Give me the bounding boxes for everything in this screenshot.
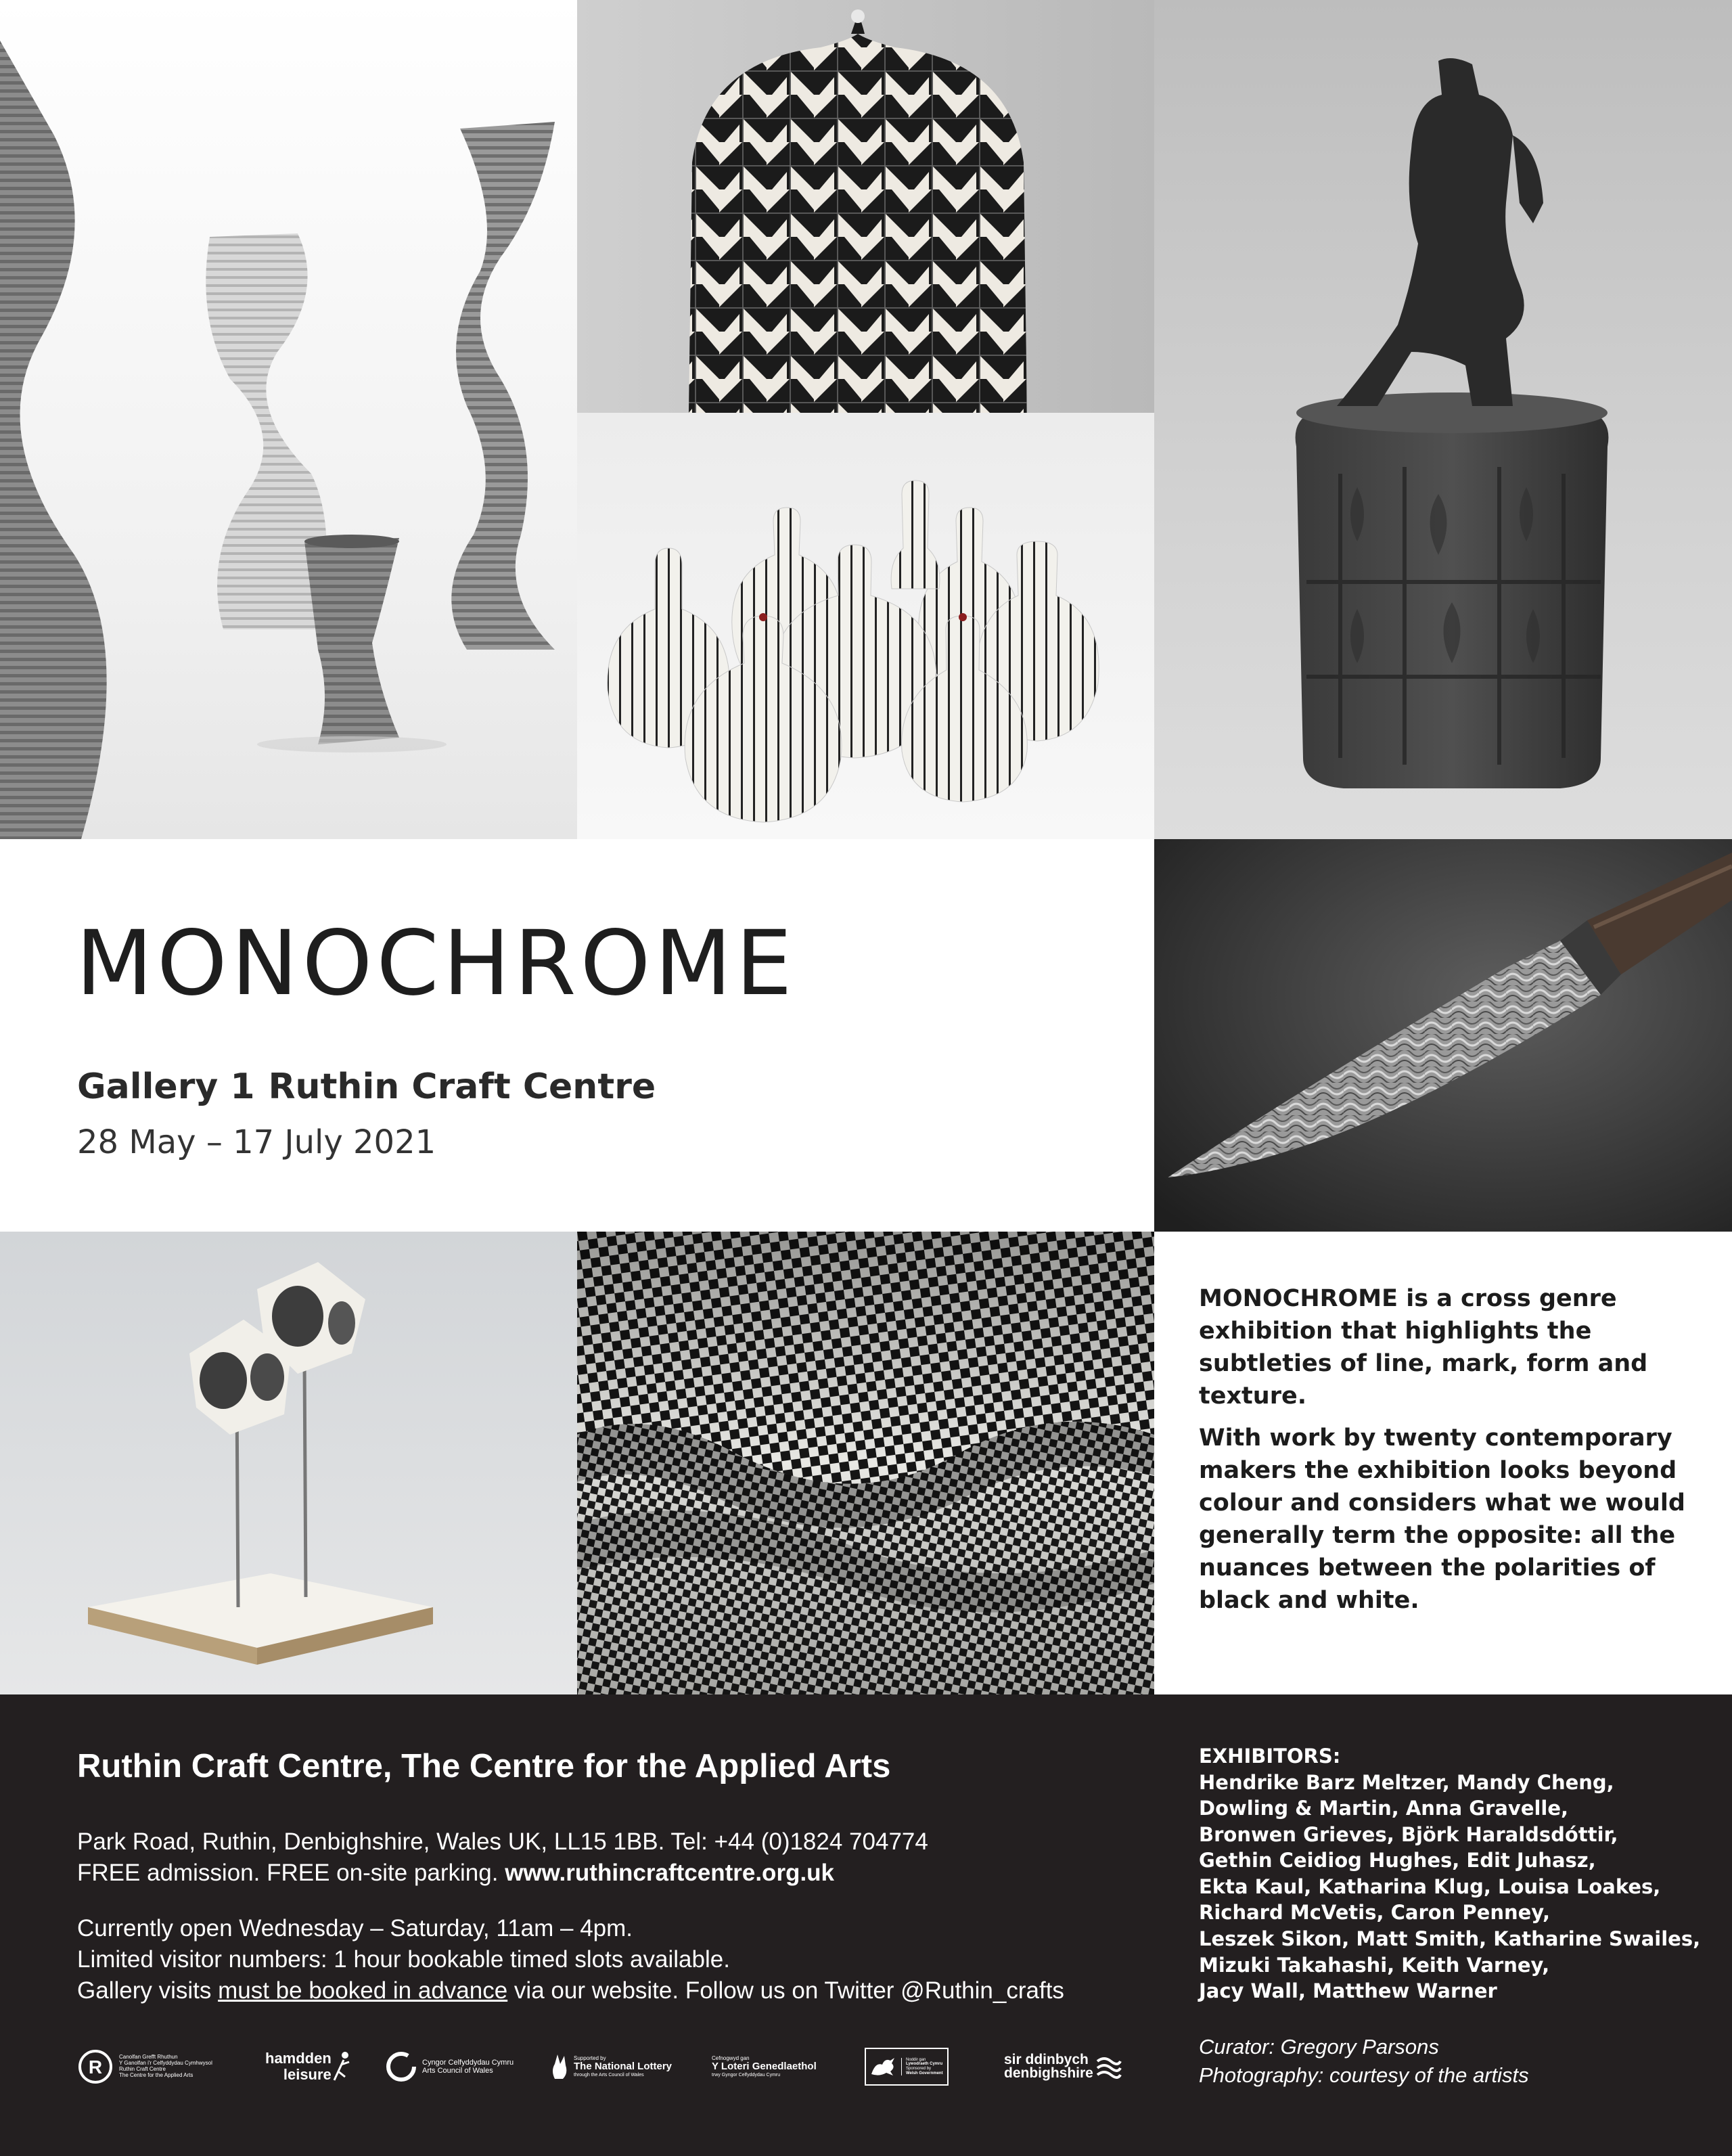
gallery-label: Gallery 1 xyxy=(77,1066,255,1107)
visitor-limit: Limited visitor numbers: 1 hour bookable timed slots available. xyxy=(77,1946,730,1973)
photo-torso-sculpture xyxy=(1154,0,1732,839)
photo-checkered-textile xyxy=(577,1232,1154,1694)
credits xyxy=(1199,2033,1529,2090)
exhibitor-line: Ekta Kaul, Katharina Klug, Louisa Loakes, xyxy=(1199,1874,1661,1898)
description-panel xyxy=(1154,1232,1732,1694)
rcc-text-1: Canolfan Grefft Rhuthun xyxy=(119,2054,178,2061)
gov-text-3: Sponsored by xyxy=(906,2067,932,2071)
hamdden-text-1: hamdden xyxy=(265,2049,332,2067)
rcc-r-icon xyxy=(77,2048,114,2085)
description-paragraph-2: With work by twenty contemporary makers the exhibition looks beyond colour and considers what we would generally term the opposite: all the nuances between the polarities of black and white. xyxy=(1199,1424,1685,1614)
acw-text-2: Arts Council of Wales xyxy=(422,2067,493,2075)
organisation-name: Ruthin Craft Centre, The Centre for the Applied Arts xyxy=(77,1748,891,1784)
address-line: Park Road, Ruthin, Denbighshire, Wales UK, LL15 1BB. Tel: +44 (0)1824 704774 xyxy=(77,1828,928,1855)
sponsor-logos xyxy=(77,2040,1133,2094)
photo-damascus-knife xyxy=(1154,839,1732,1232)
exhibitors-list xyxy=(1199,1743,1713,2004)
exhibitor-line: Mizuki Takahashi, Keith Varney, xyxy=(1199,1953,1550,1977)
gov-text-4: Welsh Government xyxy=(906,2071,943,2075)
exhibition-title: MONOCHROME xyxy=(76,912,796,1016)
curator-credit: Curator: Gregory Parsons xyxy=(1199,2035,1439,2059)
exhibitor-line: Jacy Wall, Matthew Warner xyxy=(1199,1979,1497,2003)
hamdden-logo xyxy=(265,2040,352,2094)
rcc-text-2: Y Ganolfan i'r Celfyddydau Cymhwysol xyxy=(119,2060,212,2067)
arts-council-logo xyxy=(384,2040,514,2094)
photo-twisted-vessels xyxy=(0,0,577,839)
acw-text-1: Cyngor Celfyddydau Cymru xyxy=(422,2058,514,2067)
denb-text-2: denbighshire xyxy=(1004,2065,1093,2081)
exhibitor-line: Gethin Ceidiog Hughes, Edit Juhasz, xyxy=(1199,1849,1596,1872)
loteri-small: Cefnogwyd gan xyxy=(712,2054,750,2061)
lottery-main: The National Lottery xyxy=(574,2061,673,2073)
exhibitors-heading: EXHIBITORS: xyxy=(1199,1745,1341,1768)
crossed-fingers-icon xyxy=(548,2052,571,2082)
venue-line xyxy=(77,1066,656,1107)
dragon-icon xyxy=(870,2055,897,2078)
loteri-sub: trwy Gyngor Celfyddydau Cymru xyxy=(712,2072,781,2078)
welsh-government-logo xyxy=(865,2040,949,2094)
loteri-main: Y Loteri Genedlaethol xyxy=(712,2061,817,2073)
lottery-small: Supported by xyxy=(574,2054,606,2061)
exhibitor-line: Bronwen Grieves, Björk Haraldsdóttir, xyxy=(1199,1822,1618,1846)
opening-hours: Currently open Wednesday – Saturday, 11am – 4pm. xyxy=(77,1915,633,1941)
wave-emblem-icon xyxy=(1093,2052,1123,2082)
rcc-text-4: The Centre for the Applied Arts xyxy=(119,2071,193,2078)
gov-text-1: Noddir gan xyxy=(906,2057,926,2062)
description-paragraph-1: MONOCHROME is a cross genre exhibition that highlights the subtleties of line, mark, form and texture. xyxy=(1199,1285,1648,1410)
gov-text-2: Lywodraeth Cymru xyxy=(906,2062,943,2067)
lottery-sub: through the Arts Council of Wales xyxy=(574,2072,644,2078)
exhibitor-line: Dowling & Martin, Anna Gravelle, xyxy=(1199,1797,1569,1820)
national-lottery-logo xyxy=(548,2040,672,2094)
photo-geometric-vessel xyxy=(577,0,1154,413)
title-panel xyxy=(0,839,1154,1232)
ring-icon xyxy=(384,2050,418,2084)
exhibition-dates: 28 May – 17 July 2021 xyxy=(77,1123,436,1161)
loteri-logo xyxy=(712,2040,817,2094)
booking-link[interactable]: must be booked in advance xyxy=(218,1977,508,2004)
denbighshire-logo xyxy=(1004,2040,1123,2094)
booking-post: via our website. Follow us on Twitter @Ruthin_crafts xyxy=(514,1977,1064,2004)
rcc-text-3: Ruthin Craft Centre xyxy=(119,2066,166,2072)
venue-name: Ruthin Craft Centre xyxy=(268,1066,656,1107)
website-link[interactable]: www.ruthincraftcentre.org.uk xyxy=(505,1860,835,1886)
hamdden-text-2: leisure xyxy=(283,2066,332,2083)
booking-pre: Gallery visits xyxy=(77,1977,212,2004)
footer xyxy=(0,1694,1732,2156)
exhibitor-line: Hendrike Barz Meltzer, Mandy Cheng, xyxy=(1199,1770,1614,1794)
exhibitor-line: Richard McVetis, Caron Penney, xyxy=(1199,1901,1550,1925)
admission-text: FREE admission. FREE on-site parking. xyxy=(77,1860,499,1886)
photo-dice-sculpture xyxy=(0,1232,577,1694)
svg-text:R: R xyxy=(88,2057,103,2078)
admission-line xyxy=(77,1860,834,1887)
exhibitor-line: Leszek Sikon, Matt Smith, Katharine Swailes, xyxy=(1199,1927,1701,1950)
booking-line xyxy=(77,1977,1064,2004)
denb-text-1: sir ddinbych xyxy=(1004,2052,1089,2068)
photo-striped-gourds xyxy=(577,413,1154,839)
figure-icon xyxy=(332,2050,352,2084)
photography-credit: Photography: courtesy of the artists xyxy=(1199,2063,1529,2087)
rcc-logo xyxy=(77,2040,212,2094)
